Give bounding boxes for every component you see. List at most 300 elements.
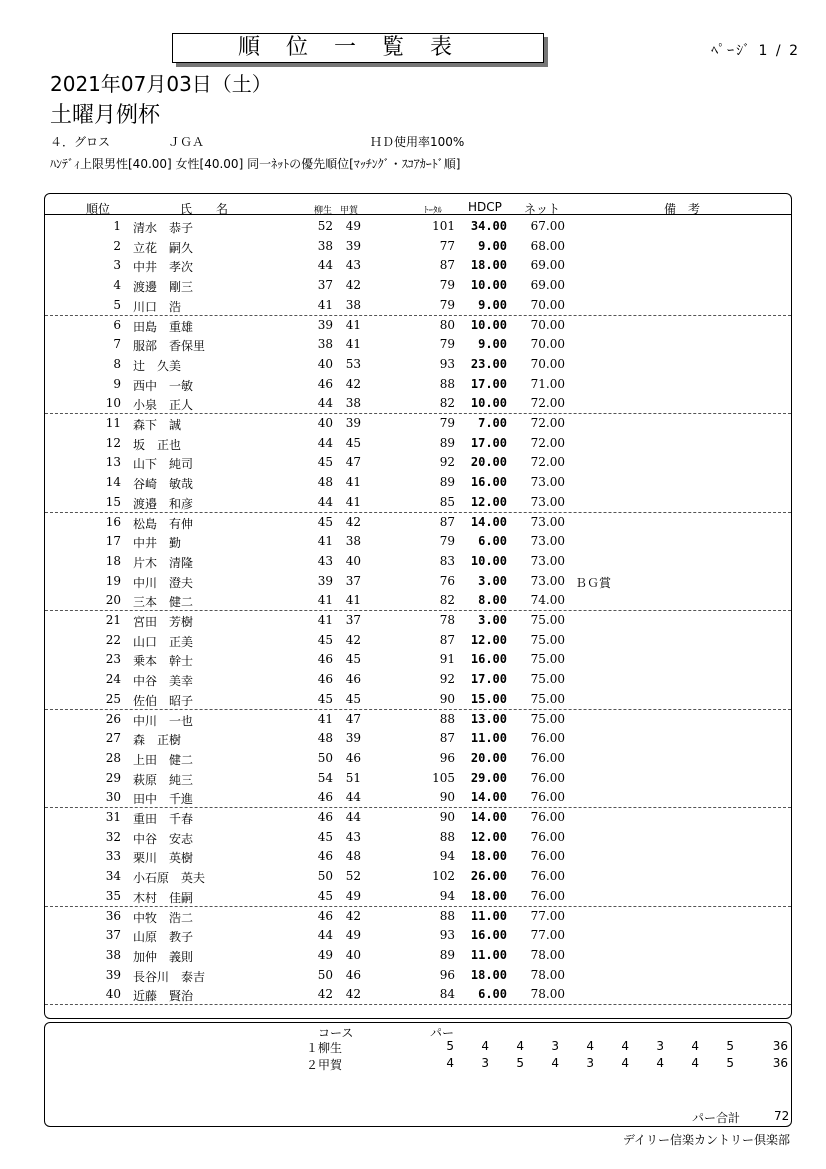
- cell-rank: 34: [105, 869, 121, 884]
- table-row: [45, 335, 791, 355]
- cell-total: 87: [439, 258, 455, 273]
- cell-front: 38: [317, 337, 333, 352]
- cell-net: 73.00: [530, 494, 565, 509]
- hole-par: 4: [586, 1039, 594, 1053]
- table-row: [45, 867, 791, 887]
- cell-rank: 2: [113, 238, 121, 253]
- cell-name: 栗川 英樹: [133, 851, 194, 866]
- cell-net: 70.00: [530, 337, 565, 352]
- cell-back: 39: [345, 731, 361, 746]
- cell-net: 75.00: [530, 613, 565, 627]
- cell-back: 41: [345, 494, 361, 509]
- cell-rank: 26: [105, 711, 121, 726]
- cell-total: 82: [439, 593, 455, 608]
- cell-total: 102: [432, 869, 455, 884]
- table-row: [45, 552, 791, 572]
- table-row: [45, 690, 791, 710]
- cell-rank: 6: [113, 317, 121, 332]
- cell-hdcp: 23.00: [470, 356, 507, 371]
- cell-net: 72.00: [530, 455, 565, 470]
- cell-front: 41: [317, 711, 333, 726]
- table-row: [45, 631, 791, 651]
- cell-net: 75.00: [530, 672, 565, 687]
- cell-name: 山口 正美: [133, 634, 194, 649]
- cell-total: 90: [439, 790, 455, 805]
- cell-front: 46: [317, 790, 333, 805]
- cell-back: 46: [345, 750, 361, 765]
- cell-hdcp: 26.00: [470, 869, 507, 884]
- page-number: ﾍﾟｰｼﾞ 1 / 2: [711, 43, 800, 59]
- cell-back: 45: [345, 652, 361, 667]
- cell-total: 78: [439, 613, 455, 627]
- table-row: [45, 434, 791, 454]
- cell-total: 82: [439, 396, 455, 411]
- cell-net: 75.00: [530, 652, 565, 667]
- cell-rank: 1: [113, 219, 121, 233]
- cell-name: 宮田 芳樹: [133, 615, 194, 629]
- table-row: [45, 847, 791, 867]
- table-row: [45, 788, 791, 808]
- table-row: [45, 749, 791, 769]
- cell-hdcp: 20.00: [470, 750, 507, 765]
- cell-name: 谷崎 敏哉: [133, 477, 194, 492]
- cell-front: 40: [317, 416, 333, 430]
- hd-rate-label: ＨＤ使用率100%: [370, 135, 465, 149]
- cell-total: 77: [439, 238, 455, 253]
- cell-rank: 21: [105, 613, 121, 627]
- cell-name: 中井 勤: [133, 536, 182, 551]
- cell-rank: 25: [105, 691, 121, 706]
- cell-name: 上田 健二: [133, 752, 194, 767]
- hole-par: 5: [726, 1056, 734, 1070]
- cell-front: 46: [317, 849, 333, 864]
- course-par-total: 36: [772, 1056, 788, 1070]
- table-row: [45, 276, 791, 296]
- hole-par: 4: [516, 1039, 524, 1053]
- cell-back: 43: [345, 258, 361, 273]
- cell-net: 69.00: [530, 258, 565, 273]
- cell-rank: 28: [105, 750, 121, 765]
- handicap-note: ﾊﾝﾃﾞｨ上限男性[40.00] 女性[40.00] 同一ﾈｯﾄの優先順位[ﾏｯﾁﾝｸﾞ・ｽｺｱｶｰﾄﾞ順]: [50, 157, 461, 171]
- hole-par: 3: [656, 1039, 664, 1053]
- event-date: 2021年07月03日（土）: [50, 72, 272, 96]
- col-rank: 順位: [86, 202, 111, 216]
- table-row: [45, 710, 791, 730]
- cell-back: 42: [345, 376, 361, 391]
- cell-net: 75.00: [530, 691, 565, 706]
- cell-total: 89: [439, 435, 455, 450]
- table-row: [45, 650, 791, 670]
- cell-total: 94: [439, 888, 455, 903]
- cell-net: 76.00: [530, 829, 565, 844]
- cell-total: 90: [439, 691, 455, 706]
- table-row: [45, 572, 791, 592]
- cell-total: 92: [439, 672, 455, 687]
- cell-name: 近藤 賢治: [133, 989, 194, 1004]
- table-row: [45, 473, 791, 493]
- cell-rank: 15: [105, 494, 121, 509]
- cell-front: 46: [317, 908, 333, 923]
- cell-back: 38: [345, 297, 361, 312]
- cell-hdcp: 9.00: [478, 238, 507, 253]
- cell-hdcp: 11.00: [470, 947, 507, 962]
- cell-rank: 35: [105, 888, 121, 903]
- cell-back: 52: [345, 869, 361, 884]
- cell-back: 42: [345, 514, 361, 529]
- cell-rank: 20: [105, 593, 121, 608]
- table-row: [45, 217, 791, 237]
- cell-name: 乗本 幹士: [133, 654, 194, 669]
- cell-total: 88: [439, 376, 455, 391]
- table-row: [45, 453, 791, 473]
- cell-front: 45: [317, 888, 333, 903]
- cell-net: 73.00: [530, 475, 565, 490]
- table-row: [45, 493, 791, 513]
- cell-rank: 23: [105, 652, 121, 667]
- table-row: [45, 808, 791, 828]
- cell-hdcp: 11.00: [470, 908, 507, 923]
- table-row: [45, 532, 791, 552]
- cell-total: 91: [439, 652, 455, 667]
- cell-name: 木村 佳嗣: [133, 890, 194, 905]
- cell-front: 46: [317, 376, 333, 391]
- cell-front: 41: [317, 613, 333, 627]
- table-row: [45, 256, 791, 276]
- cell-rank: 39: [105, 967, 121, 982]
- cell-back: 42: [345, 278, 361, 293]
- cell-name: 佐伯 昭子: [133, 693, 194, 708]
- cell-back: 37: [345, 573, 361, 588]
- cell-total: 85: [439, 494, 455, 509]
- cell-front: 37: [317, 278, 333, 293]
- cell-hdcp: 10.00: [470, 278, 507, 293]
- cell-net: 75.00: [530, 632, 565, 647]
- cell-total: 93: [439, 356, 455, 371]
- table-row: [45, 926, 791, 946]
- cell-net: 76.00: [530, 770, 565, 785]
- cell-name: 辻 久美: [133, 358, 182, 373]
- cell-front: 48: [317, 475, 333, 490]
- table-row: [45, 946, 791, 966]
- cell-name: 森 正樹: [133, 733, 182, 748]
- col-back: 甲賀: [340, 206, 359, 216]
- cell-hdcp: 3.00: [478, 573, 507, 588]
- cell-front: 44: [317, 258, 333, 273]
- cell-name: 中谷 美幸: [133, 674, 194, 689]
- table-row: [45, 966, 791, 986]
- cell-back: 49: [345, 888, 361, 903]
- cell-front: 49: [317, 947, 333, 962]
- col-hdcp: HDCP: [468, 200, 502, 214]
- cell-rank: 18: [105, 553, 121, 568]
- cell-back: 41: [345, 317, 361, 332]
- cell-hdcp: 12.00: [470, 632, 507, 647]
- cell-total: 88: [439, 908, 455, 923]
- cell-hdcp: 20.00: [470, 455, 507, 470]
- cell-hdcp: 6.00: [478, 987, 507, 1002]
- cell-rank: 27: [105, 731, 121, 746]
- cell-rank: 19: [105, 573, 121, 588]
- format-label: ４．グロス: [50, 135, 111, 149]
- cell-rank: 32: [105, 829, 121, 844]
- col-name: 氏 名: [180, 202, 229, 216]
- cell-rank: 4: [113, 278, 121, 293]
- cell-total: 79: [439, 297, 455, 312]
- cell-name: 中谷 安志: [133, 831, 194, 846]
- cell-net: 72.00: [530, 435, 565, 450]
- cell-net: 73.00: [530, 573, 565, 588]
- hole-par: 4: [551, 1056, 559, 1070]
- cell-front: 39: [317, 573, 333, 588]
- cell-net: 76.00: [530, 869, 565, 884]
- par-label: パー: [430, 1026, 455, 1040]
- cell-front: 45: [317, 632, 333, 647]
- col-front: 柳生: [314, 206, 333, 216]
- cell-total: 88: [439, 711, 455, 726]
- table-row: [45, 907, 791, 927]
- hole-par: 3: [551, 1039, 559, 1053]
- cell-rank: 13: [105, 455, 121, 470]
- cell-back: 43: [345, 829, 361, 844]
- cell-total: 90: [439, 810, 455, 824]
- cell-hdcp: 9.00: [478, 297, 507, 312]
- table-row: [45, 611, 791, 631]
- hole-par: 4: [446, 1056, 454, 1070]
- cell-hdcp: 17.00: [470, 672, 507, 687]
- cell-rank: 38: [105, 947, 121, 962]
- par-total-value: 72: [774, 1109, 790, 1123]
- cell-front: 45: [317, 455, 333, 470]
- cell-net: 76.00: [530, 731, 565, 746]
- cell-rank: 12: [105, 435, 121, 450]
- cell-back: 46: [345, 967, 361, 982]
- org-label: ＪＧＡ: [168, 135, 205, 149]
- cell-hdcp: 16.00: [470, 652, 507, 667]
- cell-back: 38: [345, 534, 361, 549]
- cell-hdcp: 34.00: [470, 219, 507, 233]
- cell-name: 田中 千進: [133, 792, 194, 807]
- cell-back: 45: [345, 435, 361, 450]
- table-row: [45, 769, 791, 789]
- cell-total: 76: [439, 573, 455, 588]
- cell-hdcp: 14.00: [470, 790, 507, 805]
- cell-front: 50: [317, 750, 333, 765]
- cell-hdcp: 17.00: [470, 435, 507, 450]
- cell-front: 44: [317, 396, 333, 411]
- cell-net: 75.00: [530, 711, 565, 726]
- cell-net: 76.00: [530, 750, 565, 765]
- cell-net: 76.00: [530, 790, 565, 805]
- cell-hdcp: 8.00: [478, 593, 507, 608]
- cell-rank: 40: [105, 987, 121, 1002]
- cell-front: 45: [317, 514, 333, 529]
- cell-net: 70.00: [530, 317, 565, 332]
- cell-net: 78.00: [530, 967, 565, 982]
- cell-total: 94: [439, 849, 455, 864]
- col-total: ﾄｰﾀﾙ: [424, 206, 443, 216]
- cell-net: 69.00: [530, 278, 565, 293]
- cell-back: 39: [345, 238, 361, 253]
- col-remarks: 備 考: [664, 202, 701, 216]
- page-title: 順位一覧表: [172, 33, 544, 63]
- cell-net: 78.00: [530, 987, 565, 1002]
- cell-net: 74.00: [530, 593, 565, 608]
- cell-front: 39: [317, 317, 333, 332]
- cell-remarks: ＢＧ賞: [575, 575, 612, 590]
- cell-back: 51: [345, 770, 361, 785]
- cell-front: 38: [317, 238, 333, 253]
- cell-back: 41: [345, 475, 361, 490]
- cell-rank: 37: [105, 928, 121, 943]
- cell-front: 54: [317, 770, 333, 785]
- cell-name: 中牧 浩二: [133, 910, 194, 925]
- cell-front: 50: [317, 869, 333, 884]
- cell-hdcp: 16.00: [470, 475, 507, 490]
- course-label: コース: [318, 1026, 354, 1040]
- cell-back: 45: [345, 691, 361, 706]
- cell-hdcp: 18.00: [470, 258, 507, 273]
- cell-name: 小石原 英夫: [133, 871, 206, 886]
- cell-hdcp: 12.00: [470, 494, 507, 509]
- cell-hdcp: 18.00: [470, 888, 507, 903]
- course-summary: [44, 1022, 792, 1127]
- club-name: デイリー信楽カントリー倶楽部: [622, 1133, 790, 1147]
- hole-par: 4: [621, 1039, 629, 1053]
- cell-back: 40: [345, 553, 361, 568]
- cell-rank: 5: [113, 297, 121, 312]
- cell-hdcp: 18.00: [470, 967, 507, 982]
- cell-total: 96: [439, 750, 455, 765]
- cell-rank: 17: [105, 534, 121, 549]
- cell-back: 40: [345, 947, 361, 962]
- cell-total: 89: [439, 475, 455, 490]
- table-row: [45, 296, 791, 316]
- cell-back: 42: [345, 987, 361, 1002]
- cell-name: 萩原 純三: [133, 772, 194, 787]
- cell-hdcp: 12.00: [470, 829, 507, 844]
- cell-net: 71.00: [530, 376, 565, 391]
- table-row: [45, 887, 791, 907]
- cell-total: 84: [439, 987, 455, 1002]
- cell-back: 47: [345, 455, 361, 470]
- cell-net: 73.00: [530, 514, 565, 529]
- cell-name: 松島 有伸: [133, 516, 194, 531]
- cell-back: 42: [345, 908, 361, 923]
- table-row: [45, 394, 791, 414]
- cell-name: 田島 重雄: [133, 319, 194, 334]
- cell-front: 46: [317, 652, 333, 667]
- hole-par: 4: [691, 1056, 699, 1070]
- cell-total: 105: [432, 770, 455, 785]
- cell-total: 101: [432, 219, 455, 233]
- cell-name: 中川 一也: [133, 713, 194, 728]
- group-divider: [45, 1004, 791, 1005]
- cell-hdcp: 14.00: [470, 514, 507, 529]
- cell-front: 46: [317, 810, 333, 824]
- event-name: 土曜月例杯: [50, 103, 161, 128]
- cell-name: 小泉 正人: [133, 398, 194, 413]
- cell-net: 73.00: [530, 534, 565, 549]
- cell-rank: 24: [105, 672, 121, 687]
- cell-net: 76.00: [530, 849, 565, 864]
- cell-rank: 9: [113, 376, 121, 391]
- hole-par: 5: [726, 1039, 734, 1053]
- cell-hdcp: 17.00: [470, 376, 507, 391]
- col-net: ネット: [524, 202, 561, 216]
- cell-rank: 7: [113, 337, 121, 352]
- cell-name: 渡邊 剛三: [133, 280, 194, 295]
- cell-rank: 3: [113, 258, 121, 273]
- hole-par: 4: [691, 1039, 699, 1053]
- cell-hdcp: 7.00: [478, 416, 507, 430]
- cell-front: 44: [317, 928, 333, 943]
- cell-total: 83: [439, 553, 455, 568]
- cell-name: 川口 浩: [133, 299, 182, 314]
- cell-rank: 29: [105, 770, 121, 785]
- table-row: [45, 985, 791, 1005]
- cell-name: 中川 澄夫: [133, 575, 194, 590]
- header-divider: [45, 214, 791, 215]
- cell-back: 49: [345, 219, 361, 233]
- cell-total: 89: [439, 947, 455, 962]
- course-par-total: 36: [772, 1039, 788, 1053]
- table-row: [45, 316, 791, 336]
- cell-rank: 10: [105, 396, 121, 411]
- cell-net: 76.00: [530, 888, 565, 903]
- cell-net: 76.00: [530, 810, 565, 824]
- cell-hdcp: 9.00: [478, 337, 507, 352]
- cell-name: 坂 正也: [133, 437, 182, 452]
- cell-hdcp: 11.00: [470, 731, 507, 746]
- cell-name: 西中 一敏: [133, 378, 194, 393]
- cell-name: 清水 恭子: [133, 221, 194, 235]
- hole-par: 4: [481, 1039, 489, 1053]
- cell-back: 41: [345, 593, 361, 608]
- cell-front: 43: [317, 553, 333, 568]
- cell-name: 加仲 義則: [133, 949, 194, 964]
- cell-rank: 11: [105, 416, 121, 430]
- cell-total: 88: [439, 829, 455, 844]
- cell-back: 38: [345, 396, 361, 411]
- cell-net: 77.00: [530, 928, 565, 943]
- cell-net: 78.00: [530, 947, 565, 962]
- cell-total: 80: [439, 317, 455, 332]
- cell-front: 41: [317, 593, 333, 608]
- cell-front: 45: [317, 829, 333, 844]
- cell-name: 片木 清隆: [133, 555, 194, 570]
- cell-back: 42: [345, 632, 361, 647]
- cell-name: 中井 孝次: [133, 260, 194, 275]
- table-row: [45, 414, 791, 434]
- cell-front: 42: [317, 987, 333, 1002]
- cell-total: 87: [439, 514, 455, 529]
- cell-net: 73.00: [530, 553, 565, 568]
- cell-hdcp: 14.00: [470, 810, 507, 824]
- cell-hdcp: 10.00: [470, 553, 507, 568]
- cell-net: 72.00: [530, 396, 565, 411]
- cell-back: 44: [345, 790, 361, 805]
- course-name: ２甲賀: [306, 1058, 343, 1072]
- cell-rank: 22: [105, 632, 121, 647]
- table-row: [45, 355, 791, 375]
- cell-name: 立花 嗣久: [133, 240, 194, 255]
- cell-back: 37: [345, 613, 361, 627]
- hole-par: 4: [656, 1056, 664, 1070]
- cell-hdcp: 16.00: [470, 928, 507, 943]
- cell-back: 39: [345, 416, 361, 430]
- hole-par: 4: [621, 1056, 629, 1070]
- cell-total: 87: [439, 632, 455, 647]
